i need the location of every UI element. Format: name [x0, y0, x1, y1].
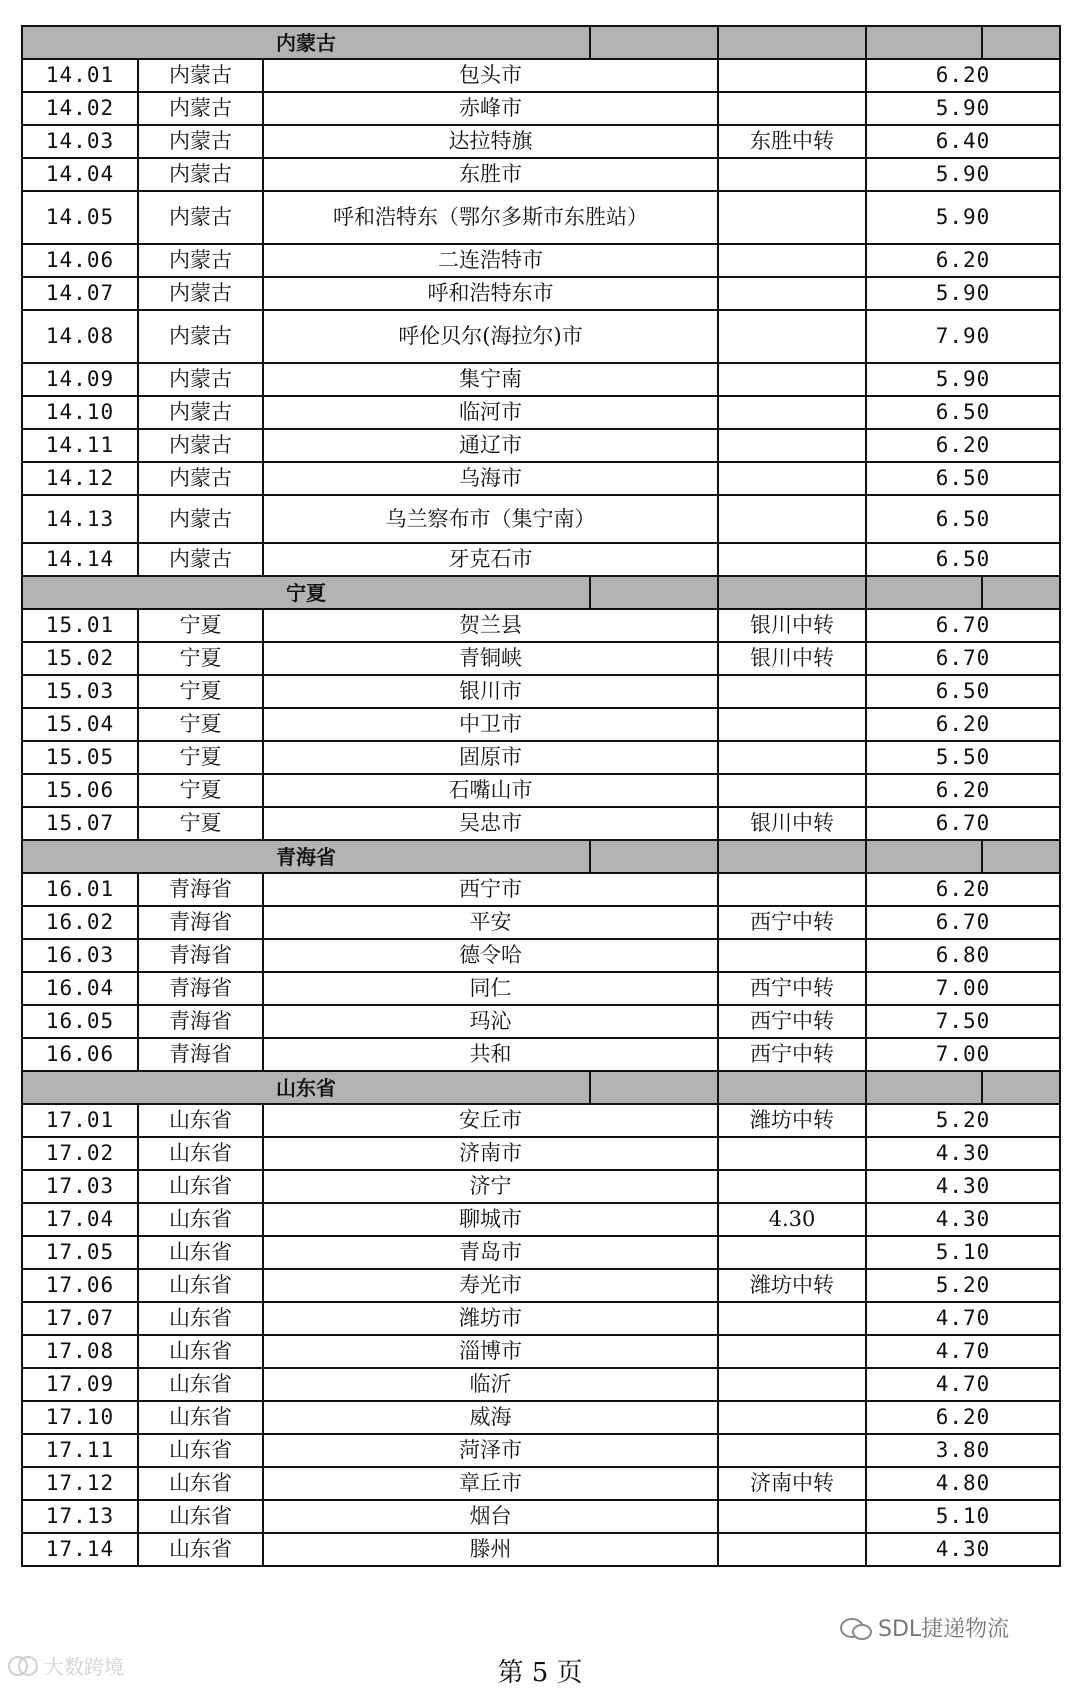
province-cell: 内蒙古	[138, 125, 263, 158]
province-cell: 山东省	[138, 1434, 263, 1467]
table-row	[22, 462, 1060, 495]
code-cell: 17.08	[22, 1335, 138, 1368]
province-cell: 山东省	[138, 1104, 263, 1137]
price-cell: 4.70	[866, 1302, 1060, 1335]
price-cell: 6.20	[866, 873, 1060, 906]
code-cell: 14.11	[22, 429, 138, 462]
price-cell: 4.30	[866, 1137, 1060, 1170]
city-cell: 滕州	[263, 1533, 718, 1566]
city-cell: 固原市	[263, 741, 718, 774]
wechat-icon	[838, 1610, 1048, 1646]
transfer-cell: 西宁中转	[718, 972, 866, 1005]
table-row	[22, 1269, 1060, 1302]
city-cell: 平安	[263, 906, 718, 939]
table-row	[22, 1500, 1060, 1533]
code-cell: 14.12	[22, 462, 138, 495]
table-row	[22, 92, 1060, 125]
transfer-cell	[718, 873, 866, 906]
table-row	[22, 774, 1060, 807]
price-cell: 6.70	[866, 807, 1060, 840]
table-row	[22, 191, 1060, 244]
transfer-cell	[718, 462, 866, 495]
transfer-cell: 济南中转	[718, 1467, 866, 1500]
section-header-row	[22, 576, 1060, 609]
section-header-row	[22, 840, 1060, 873]
price-cell: 6.20	[866, 244, 1060, 277]
price-cell: 6.80	[866, 939, 1060, 972]
price-cell: 7.00	[866, 972, 1060, 1005]
table-row	[22, 310, 1060, 363]
province-cell: 宁夏	[138, 609, 263, 642]
section-header-row	[22, 26, 1060, 59]
province-cell: 内蒙古	[138, 244, 263, 277]
section-title: 山东省	[22, 1071, 590, 1104]
table-row	[22, 708, 1060, 741]
table-row	[22, 363, 1060, 396]
code-cell: 14.13	[22, 495, 138, 543]
table-row	[22, 429, 1060, 462]
code-cell: 17.05	[22, 1236, 138, 1269]
province-cell: 山东省	[138, 1368, 263, 1401]
price-cell: 6.40	[866, 125, 1060, 158]
transfer-cell	[718, 1500, 866, 1533]
section-header-empty-cell	[866, 840, 982, 873]
table-row	[22, 495, 1060, 543]
province-cell: 宁夏	[138, 774, 263, 807]
transfer-cell	[718, 543, 866, 576]
price-cell: 6.70	[866, 642, 1060, 675]
province-cell: 宁夏	[138, 675, 263, 708]
code-cell: 17.03	[22, 1170, 138, 1203]
code-cell: 14.02	[22, 92, 138, 125]
province-cell: 内蒙古	[138, 277, 263, 310]
transfer-cell	[718, 1335, 866, 1368]
city-cell: 章丘市	[263, 1467, 718, 1500]
city-cell: 石嘴山市	[263, 774, 718, 807]
page-number: 第 5 页	[497, 1658, 583, 1688]
table-row	[22, 1236, 1060, 1269]
watermark-left-text: 大数跨境	[44, 1655, 124, 1679]
transfer-cell	[718, 774, 866, 807]
province-cell: 山东省	[138, 1203, 263, 1236]
transfer-cell	[718, 429, 866, 462]
code-cell: 17.01	[22, 1104, 138, 1137]
city-cell: 同仁	[263, 972, 718, 1005]
province-cell: 青海省	[138, 972, 263, 1005]
province-cell: 内蒙古	[138, 191, 263, 244]
code-cell: 16.05	[22, 1005, 138, 1038]
code-cell: 14.03	[22, 125, 138, 158]
transfer-cell	[718, 1434, 866, 1467]
section-header-empty-cell	[590, 576, 718, 609]
section-header-empty-cell	[718, 840, 866, 873]
province-cell: 山东省	[138, 1236, 263, 1269]
code-cell: 17.04	[22, 1203, 138, 1236]
table-row	[22, 59, 1060, 92]
price-cell: 4.30	[866, 1533, 1060, 1566]
code-cell: 16.04	[22, 972, 138, 1005]
city-cell: 中卫市	[263, 708, 718, 741]
transfer-cell: 银川中转	[718, 609, 866, 642]
table-row	[22, 1335, 1060, 1368]
section-header-empty-cell	[866, 576, 982, 609]
code-cell: 14.05	[22, 191, 138, 244]
table-row	[22, 807, 1060, 840]
city-cell: 银川市	[263, 675, 718, 708]
code-cell: 17.10	[22, 1401, 138, 1434]
province-cell: 内蒙古	[138, 59, 263, 92]
city-cell: 玛沁	[263, 1005, 718, 1038]
code-cell: 17.06	[22, 1269, 138, 1302]
table-row	[22, 543, 1060, 576]
province-cell: 山东省	[138, 1269, 263, 1302]
table-row	[22, 1302, 1060, 1335]
city-cell: 呼伦贝尔(海拉尔)市	[263, 310, 718, 363]
city-cell: 达拉特旗	[263, 125, 718, 158]
city-cell: 威海	[263, 1401, 718, 1434]
section-header-empty-cell	[982, 840, 1060, 873]
code-cell: 14.09	[22, 363, 138, 396]
transfer-cell: 西宁中转	[718, 906, 866, 939]
table-row	[22, 1401, 1060, 1434]
transfer-cell: 银川中转	[718, 642, 866, 675]
price-cell: 7.00	[866, 1038, 1060, 1071]
transfer-cell	[718, 1401, 866, 1434]
code-cell: 17.11	[22, 1434, 138, 1467]
price-cell: 7.90	[866, 310, 1060, 363]
price-cell: 5.90	[866, 191, 1060, 244]
table-row	[22, 125, 1060, 158]
section-header-empty-cell	[718, 576, 866, 609]
province-cell: 青海省	[138, 939, 263, 972]
province-cell: 宁夏	[138, 642, 263, 675]
price-cell: 5.90	[866, 92, 1060, 125]
table-row	[22, 939, 1060, 972]
section-header-empty-cell	[982, 1071, 1060, 1104]
table-row	[22, 1434, 1060, 1467]
city-cell: 聊城市	[263, 1203, 718, 1236]
city-cell: 集宁南	[263, 363, 718, 396]
transfer-cell	[718, 495, 866, 543]
province-cell: 内蒙古	[138, 396, 263, 429]
price-cell: 6.50	[866, 543, 1060, 576]
rate-table	[21, 25, 1061, 1567]
code-cell: 15.06	[22, 774, 138, 807]
city-cell: 安丘市	[263, 1104, 718, 1137]
section-header-empty-cell	[718, 26, 866, 59]
price-cell: 6.20	[866, 429, 1060, 462]
transfer-cell	[718, 277, 866, 310]
city-cell: 烟台	[263, 1500, 718, 1533]
table-row	[22, 1467, 1060, 1500]
code-cell: 15.05	[22, 741, 138, 774]
code-cell: 17.07	[22, 1302, 138, 1335]
price-cell: 6.50	[866, 675, 1060, 708]
transfer-cell	[718, 363, 866, 396]
section-header-empty-cell	[590, 26, 718, 59]
province-cell: 宁夏	[138, 807, 263, 840]
province-cell: 宁夏	[138, 708, 263, 741]
price-cell: 5.10	[866, 1500, 1060, 1533]
transfer-cell	[718, 741, 866, 774]
table-row	[22, 609, 1060, 642]
price-cell: 5.20	[866, 1269, 1060, 1302]
province-cell: 山东省	[138, 1500, 263, 1533]
price-cell: 5.90	[866, 363, 1060, 396]
section-title: 内蒙古	[22, 26, 590, 59]
code-cell: 16.01	[22, 873, 138, 906]
code-cell: 14.04	[22, 158, 138, 191]
code-cell: 17.13	[22, 1500, 138, 1533]
province-cell: 内蒙古	[138, 495, 263, 543]
code-cell: 16.02	[22, 906, 138, 939]
price-cell: 6.50	[866, 462, 1060, 495]
table-row	[22, 1170, 1060, 1203]
province-cell: 内蒙古	[138, 158, 263, 191]
section-title: 宁夏	[22, 576, 590, 609]
section-header-empty-cell	[866, 26, 982, 59]
transfer-cell: 西宁中转	[718, 1005, 866, 1038]
province-cell: 青海省	[138, 906, 263, 939]
price-cell: 6.20	[866, 708, 1060, 741]
city-cell: 赤峰市	[263, 92, 718, 125]
price-cell: 5.20	[866, 1104, 1060, 1137]
province-cell: 内蒙古	[138, 92, 263, 125]
price-cell: 5.50	[866, 741, 1060, 774]
code-cell: 17.14	[22, 1533, 138, 1566]
transfer-cell	[718, 244, 866, 277]
section-header-empty-cell	[866, 1071, 982, 1104]
transfer-cell	[718, 158, 866, 191]
transfer-cell: 东胜中转	[718, 125, 866, 158]
table-row	[22, 642, 1060, 675]
transfer-cell	[718, 708, 866, 741]
transfer-cell	[718, 1137, 866, 1170]
table-row	[22, 396, 1060, 429]
price-cell: 4.80	[866, 1467, 1060, 1500]
city-cell: 淄博市	[263, 1335, 718, 1368]
table-row	[22, 1038, 1060, 1071]
section-header-empty-cell	[982, 576, 1060, 609]
transfer-cell	[718, 1302, 866, 1335]
section-header-empty-cell	[590, 840, 718, 873]
code-cell: 16.06	[22, 1038, 138, 1071]
price-cell: 3.80	[866, 1434, 1060, 1467]
province-cell: 山东省	[138, 1467, 263, 1500]
city-cell: 德令哈	[263, 939, 718, 972]
code-cell: 14.01	[22, 59, 138, 92]
transfer-cell: 4.30	[718, 1203, 866, 1236]
price-cell: 6.20	[866, 774, 1060, 807]
city-cell: 乌海市	[263, 462, 718, 495]
city-cell: 共和	[263, 1038, 718, 1071]
table-row	[22, 1137, 1060, 1170]
code-cell: 14.08	[22, 310, 138, 363]
city-cell: 青铜峡	[263, 642, 718, 675]
transfer-cell	[718, 939, 866, 972]
code-cell: 17.02	[22, 1137, 138, 1170]
transfer-cell: 银川中转	[718, 807, 866, 840]
city-cell: 青岛市	[263, 1236, 718, 1269]
price-cell: 6.50	[866, 495, 1060, 543]
transfer-cell: 潍坊中转	[718, 1269, 866, 1302]
transfer-cell: 西宁中转	[718, 1038, 866, 1071]
code-cell: 15.04	[22, 708, 138, 741]
province-cell: 山东省	[138, 1170, 263, 1203]
price-cell: 6.70	[866, 609, 1060, 642]
code-cell: 17.12	[22, 1467, 138, 1500]
city-cell: 吴忠市	[263, 807, 718, 840]
price-cell: 6.20	[866, 1401, 1060, 1434]
province-cell: 山东省	[138, 1137, 263, 1170]
section-header-empty-cell	[982, 26, 1060, 59]
city-cell: 济南市	[263, 1137, 718, 1170]
province-cell: 青海省	[138, 1038, 263, 1071]
table-row	[22, 277, 1060, 310]
city-cell: 牙克石市	[263, 543, 718, 576]
city-cell: 济宁	[263, 1170, 718, 1203]
price-cell: 4.30	[866, 1203, 1060, 1236]
table-row	[22, 1203, 1060, 1236]
code-cell: 16.03	[22, 939, 138, 972]
transfer-cell	[718, 1236, 866, 1269]
rate-table-body	[22, 26, 1060, 1566]
code-cell: 15.03	[22, 675, 138, 708]
province-cell: 内蒙古	[138, 543, 263, 576]
city-cell: 包头市	[263, 59, 718, 92]
transfer-cell	[718, 1368, 866, 1401]
province-cell: 山东省	[138, 1401, 263, 1434]
transfer-cell	[718, 1533, 866, 1566]
price-cell: 7.50	[866, 1005, 1060, 1038]
table-row	[22, 244, 1060, 277]
province-cell: 内蒙古	[138, 462, 263, 495]
price-cell: 5.90	[866, 277, 1060, 310]
city-cell: 呼和浩特东市	[263, 277, 718, 310]
price-cell: 5.90	[866, 158, 1060, 191]
price-cell: 6.20	[866, 59, 1060, 92]
code-cell: 15.01	[22, 609, 138, 642]
city-cell: 乌兰察布市（集宁南）	[263, 495, 718, 543]
city-cell: 西宁市	[263, 873, 718, 906]
city-cell: 呼和浩特东（鄂尔多斯市东胜站）	[263, 191, 718, 244]
transfer-cell	[718, 675, 866, 708]
price-cell: 4.70	[866, 1368, 1060, 1401]
code-cell: 14.10	[22, 396, 138, 429]
code-cell: 15.07	[22, 807, 138, 840]
section-title: 青海省	[22, 840, 590, 873]
table-row	[22, 972, 1060, 1005]
table-row	[22, 1005, 1060, 1038]
city-cell: 二连浩特市	[263, 244, 718, 277]
city-cell: 贺兰县	[263, 609, 718, 642]
code-cell: 15.02	[22, 642, 138, 675]
city-cell: 临沂	[263, 1368, 718, 1401]
city-cell: 菏泽市	[263, 1434, 718, 1467]
province-cell: 青海省	[138, 1005, 263, 1038]
price-cell: 6.70	[866, 906, 1060, 939]
price-cell: 4.70	[866, 1335, 1060, 1368]
table-row	[22, 1104, 1060, 1137]
code-cell: 14.06	[22, 244, 138, 277]
transfer-cell	[718, 92, 866, 125]
transfer-cell	[718, 191, 866, 244]
transfer-cell	[718, 310, 866, 363]
province-cell: 山东省	[138, 1335, 263, 1368]
section-header-empty-cell	[590, 1071, 718, 1104]
province-cell: 青海省	[138, 873, 263, 906]
price-cell: 6.50	[866, 396, 1060, 429]
city-cell: 临河市	[263, 396, 718, 429]
transfer-cell: 潍坊中转	[718, 1104, 866, 1137]
province-cell: 内蒙古	[138, 310, 263, 363]
province-cell: 内蒙古	[138, 429, 263, 462]
province-cell: 内蒙古	[138, 363, 263, 396]
table-row	[22, 1368, 1060, 1401]
transfer-cell	[718, 59, 866, 92]
code-cell: 14.07	[22, 277, 138, 310]
watermark-right-text: SDL捷递物流	[878, 1617, 1010, 1642]
code-cell: 14.14	[22, 543, 138, 576]
province-cell: 山东省	[138, 1533, 263, 1566]
city-cell: 潍坊市	[263, 1302, 718, 1335]
table-row	[22, 906, 1060, 939]
price-cell: 4.30	[866, 1170, 1060, 1203]
province-cell: 宁夏	[138, 741, 263, 774]
province-cell: 山东省	[138, 1302, 263, 1335]
table-row	[22, 873, 1060, 906]
city-cell: 通辽市	[263, 429, 718, 462]
transfer-cell	[718, 396, 866, 429]
code-cell: 17.09	[22, 1368, 138, 1401]
transfer-cell	[718, 1170, 866, 1203]
price-cell: 5.10	[866, 1236, 1060, 1269]
city-cell: 寿光市	[263, 1269, 718, 1302]
table-row	[22, 158, 1060, 191]
table-row	[22, 741, 1060, 774]
section-header-row	[22, 1071, 1060, 1104]
city-cell: 东胜市	[263, 158, 718, 191]
section-header-empty-cell	[718, 1071, 866, 1104]
table-row	[22, 1533, 1060, 1566]
watermark-right	[838, 1610, 1048, 1646]
table-row	[22, 675, 1060, 708]
